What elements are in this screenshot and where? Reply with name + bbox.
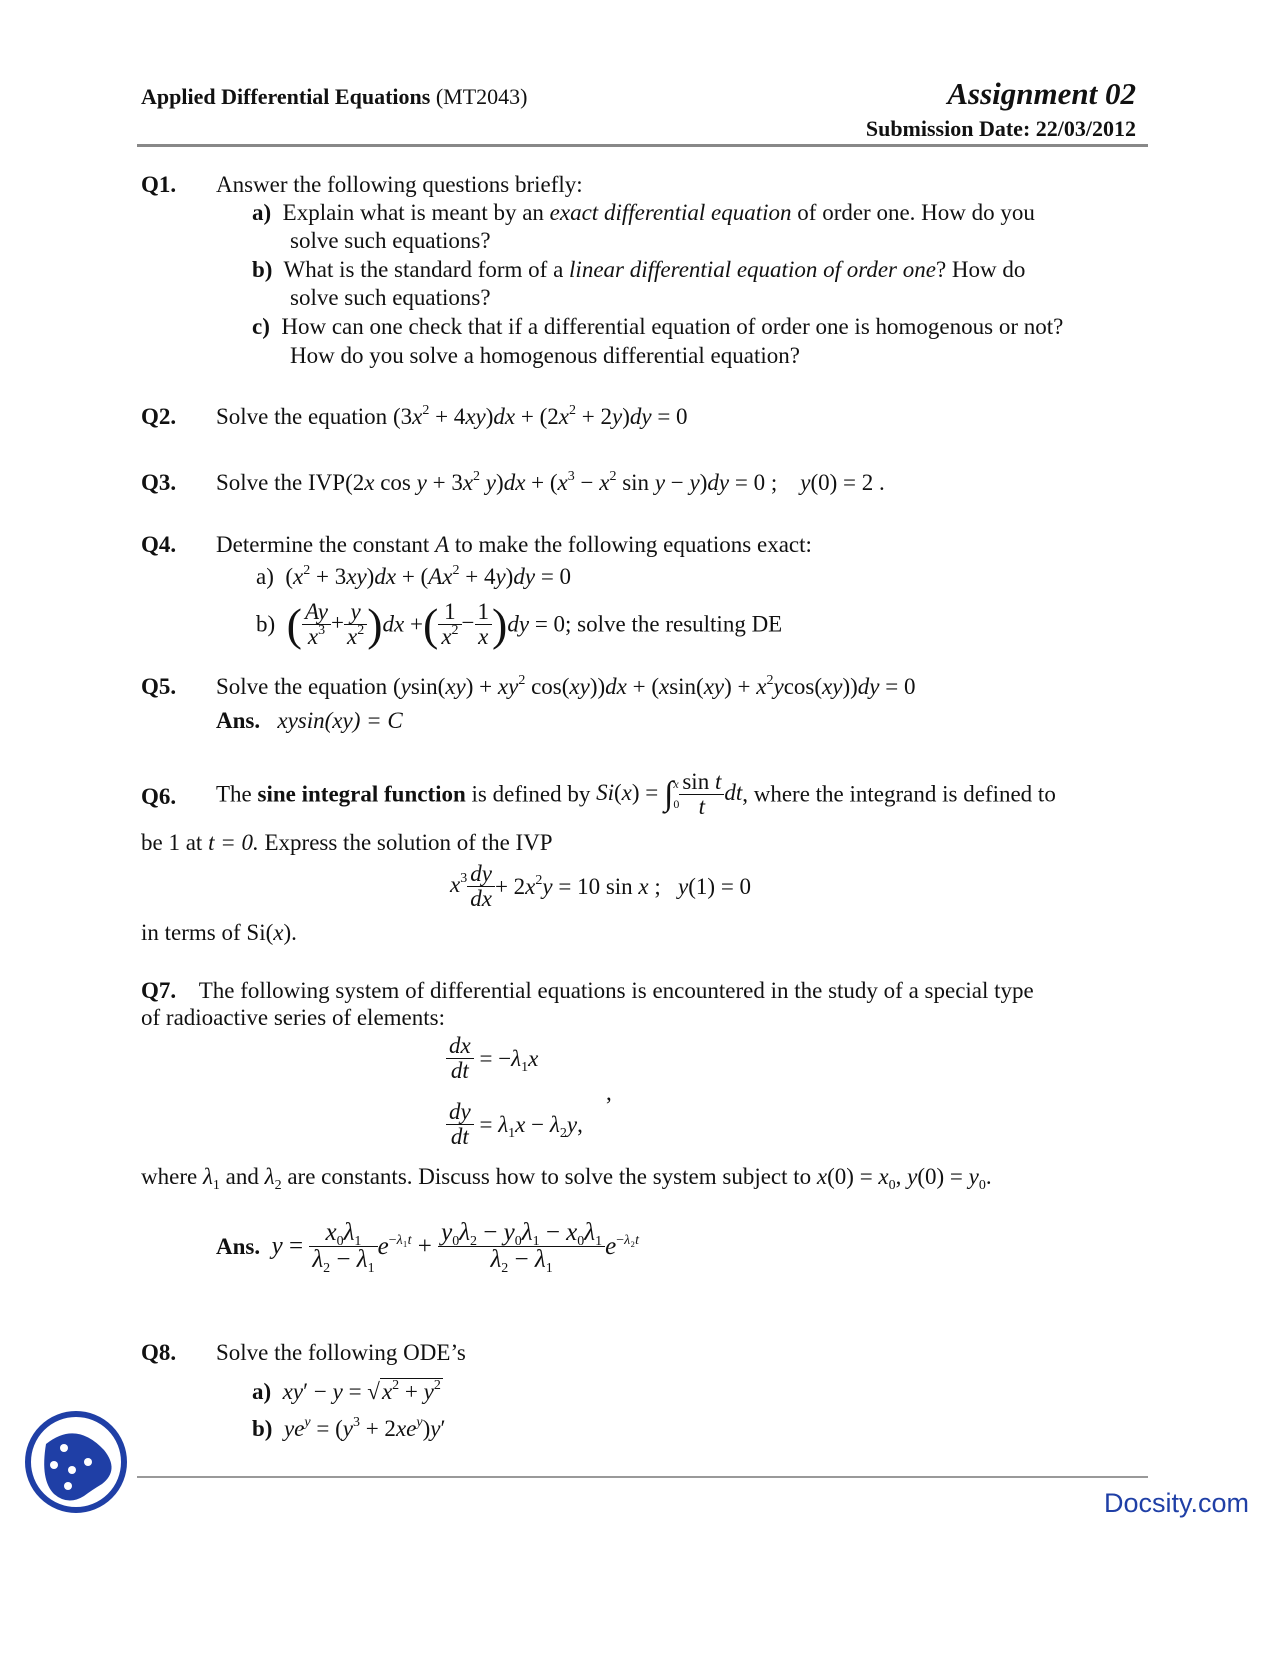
- q6-bold: sine integral function: [257, 781, 466, 807]
- q7-eq2: $\frac{dy}{dt}$ = $\lambda_1x - \lambda_2y$,: [446, 1100, 583, 1149]
- q7-line1: [141, 978, 1034, 1004]
- q6-line3-end: ).: [283, 920, 297, 945]
- q1-c-line1: How can one check that if a differential equation of order one is homogenous or not?: [281, 314, 1064, 339]
- q7-label: Q7.: [141, 978, 177, 1003]
- q4-label: Q4.: [141, 532, 177, 557]
- q4-a: [256, 564, 571, 590]
- q3-text: [216, 470, 885, 496]
- q8-text: Solve the following ODE’s: [216, 1340, 466, 1365]
- q4-text-post: to make the following equations exact:: [454, 532, 812, 557]
- course-name: Applied Differential Equations: [141, 84, 431, 109]
- q6-line2-pre: be 1 at: [141, 830, 203, 855]
- q6-line1: [216, 770, 1056, 819]
- q4-text-pre: Determine the constant: [216, 532, 430, 557]
- q6-line3: [141, 920, 297, 946]
- docsity-brand-link[interactable]: Docsity.com: [1104, 1488, 1250, 1518]
- q4-a-equation: $(x^2 + 3xy)dx + (Ax^2 + 4y)dy = 0$: [285, 563, 572, 589]
- q3-text-label: Solve the IVP: [216, 470, 346, 495]
- q1-b-label: b): [252, 257, 273, 282]
- q1-a-post: of order one. How do you: [797, 200, 1035, 225]
- submission-date: Submission Date: 22/03/2012: [865, 116, 1136, 141]
- q8-label: Q8.: [141, 1340, 177, 1365]
- q1-c-label: c): [252, 314, 270, 339]
- q7-where-pre: where: [141, 1164, 198, 1189]
- q7-initial-conditions: $x(0) = x_0$, $y(0) = y_0$.: [816, 1164, 992, 1193]
- q4-b-equation: ( $\frac{Ay}{x^3}$ + $\frac{y}{x^2}$ )dx +( $\frac{1}{x^2}$ − $\frac{1}{x}$ )dy = 0: [286, 598, 566, 650]
- q8-b-label: b): [252, 1416, 273, 1441]
- docsity-logo-icon: [24, 1410, 128, 1514]
- q7-eq1: $\frac{dx}{dt}$ = $-\lambda_1x$: [446, 1034, 538, 1083]
- q7-line1-text: The following system of differential equations is encountered in the study of a special type: [198, 978, 1034, 1003]
- q1-c-line2: How do you solve a homogenous differential equation?: [290, 343, 800, 368]
- q5-text-label: Solve the equation: [216, 674, 388, 699]
- footer-rule: [137, 1476, 1148, 1478]
- q6-si-definition: Si(x) = ∫x 0 $\frac{\text{sin t}}{t}$ dt: [596, 769, 743, 820]
- q7-where-post: are constants. Discuss how to solve the system subject to: [287, 1164, 812, 1189]
- q7-comma: ,: [606, 1080, 612, 1105]
- header-rule: [137, 144, 1148, 147]
- q6-line3-x: x: [273, 920, 284, 945]
- q7-where: where $\lambda_1$ and $\lambda_2$ are constants. Discuss how to solve the system subject to $x(0) = x_0$, $y(0) = y_0$.: [141, 1164, 992, 1193]
- q7-answer: [216, 1219, 639, 1277]
- q1-b-post: ? How do: [935, 257, 1026, 282]
- q8-a-equation: $xy' - y = √x^2 + y^2$: [282, 1378, 441, 1404]
- q8-a-label: a): [252, 1379, 272, 1404]
- q6-line2-it: t = 0.: [208, 830, 259, 855]
- q5-text: [216, 674, 916, 700]
- q4-text: [216, 532, 812, 558]
- q6-post: , where the integrand is defined to: [742, 781, 1056, 807]
- q4-b: [256, 600, 782, 649]
- q4-text-var: A: [435, 532, 450, 557]
- q6-mid: is defined by: [471, 781, 591, 807]
- q1-a-it: exact differential equation: [549, 200, 792, 225]
- q6-pre: The: [216, 781, 252, 807]
- q7-line2: of radioactive series of elements:: [141, 1005, 445, 1030]
- q2-equation: $(3x^2 + 4xy)dx + (2x^2 + 2y)dy = 0$: [392, 403, 688, 429]
- q5-label: Q5.: [141, 674, 177, 699]
- q8-b: [252, 1416, 446, 1442]
- q7-ans-equation: y = $\frac{x_0\lambda_1}{\lambda_2 - \lambda_1}$ $e^{-\lambda_1t}$ + $\frac{y_0\lambda_2 - y_0\lambda_1 - x_0\lambda_1}{\lambda_2 - \lambda_1}$ $e^{-\lambda_2t}$: [271, 1219, 639, 1277]
- q1-b-pre: What is the standard form of a: [283, 257, 564, 282]
- q5-equation: ($ysin(xy) + xy^2$ $\cos(xy))dx + (xsin(xy) + x^2ycos(xy))dy = 0$: [392, 673, 916, 699]
- course-title: [141, 84, 527, 110]
- q1-intro: Answer the following questions briefly:: [216, 172, 583, 197]
- q6-line2-post: Express the solution of the IVP: [264, 830, 553, 855]
- q4-b-label: b): [256, 611, 276, 637]
- q5-ans: xysin(xy) = C: [277, 708, 403, 733]
- q6-label: Q6.: [141, 784, 177, 809]
- q4-a-label: a): [256, 564, 274, 589]
- q6-ivp-equation: $x^3$ $\frac{dy}{dx}$ + $2x^2y = 10$ sin x ; y(1) = 0: [450, 861, 752, 912]
- q1-a-pre: Explain what is meant by an: [282, 200, 544, 225]
- q2-text-label: Solve the equation: [216, 404, 388, 429]
- q2-text: [216, 404, 688, 430]
- q5-ans-label: Ans.: [216, 708, 261, 733]
- q6-line3-pre: in terms of Si(: [141, 920, 274, 945]
- q2-label: Q2.: [141, 404, 177, 429]
- q8-b-equation: $ye^y = (y^3 + 2xe^y)y'$: [283, 1415, 446, 1441]
- assignment-title: Assignment 02: [947, 76, 1136, 111]
- q1-b-it: linear differential equation of order one: [569, 257, 936, 282]
- q1-label: Q1.: [141, 172, 177, 197]
- q1-a-line2: solve such equations?: [290, 228, 491, 253]
- q3-equation: (2x $\cos y + 3x^2$ $y)dx + (x^3 - x^2$ sin y − y)dy = 0 ; y(0) = 2 .: [345, 469, 885, 495]
- q1-b: [252, 257, 1025, 283]
- q7-ans-label: Ans.: [216, 1234, 261, 1260]
- q6-line2: [141, 830, 553, 856]
- q1-c: [252, 314, 1063, 340]
- course-code: (MT2043): [435, 84, 528, 109]
- q3-label: Q3.: [141, 470, 177, 495]
- q8-a: [252, 1378, 443, 1405]
- q4-b-post: ; solve the resulting DE: [565, 611, 783, 637]
- q7-where-mid: and: [225, 1164, 259, 1189]
- q1-a: [252, 200, 1035, 226]
- q5-answer: [216, 708, 403, 734]
- q1-a-label: a): [252, 200, 272, 225]
- q1-b-line2: solve such equations?: [290, 285, 491, 310]
